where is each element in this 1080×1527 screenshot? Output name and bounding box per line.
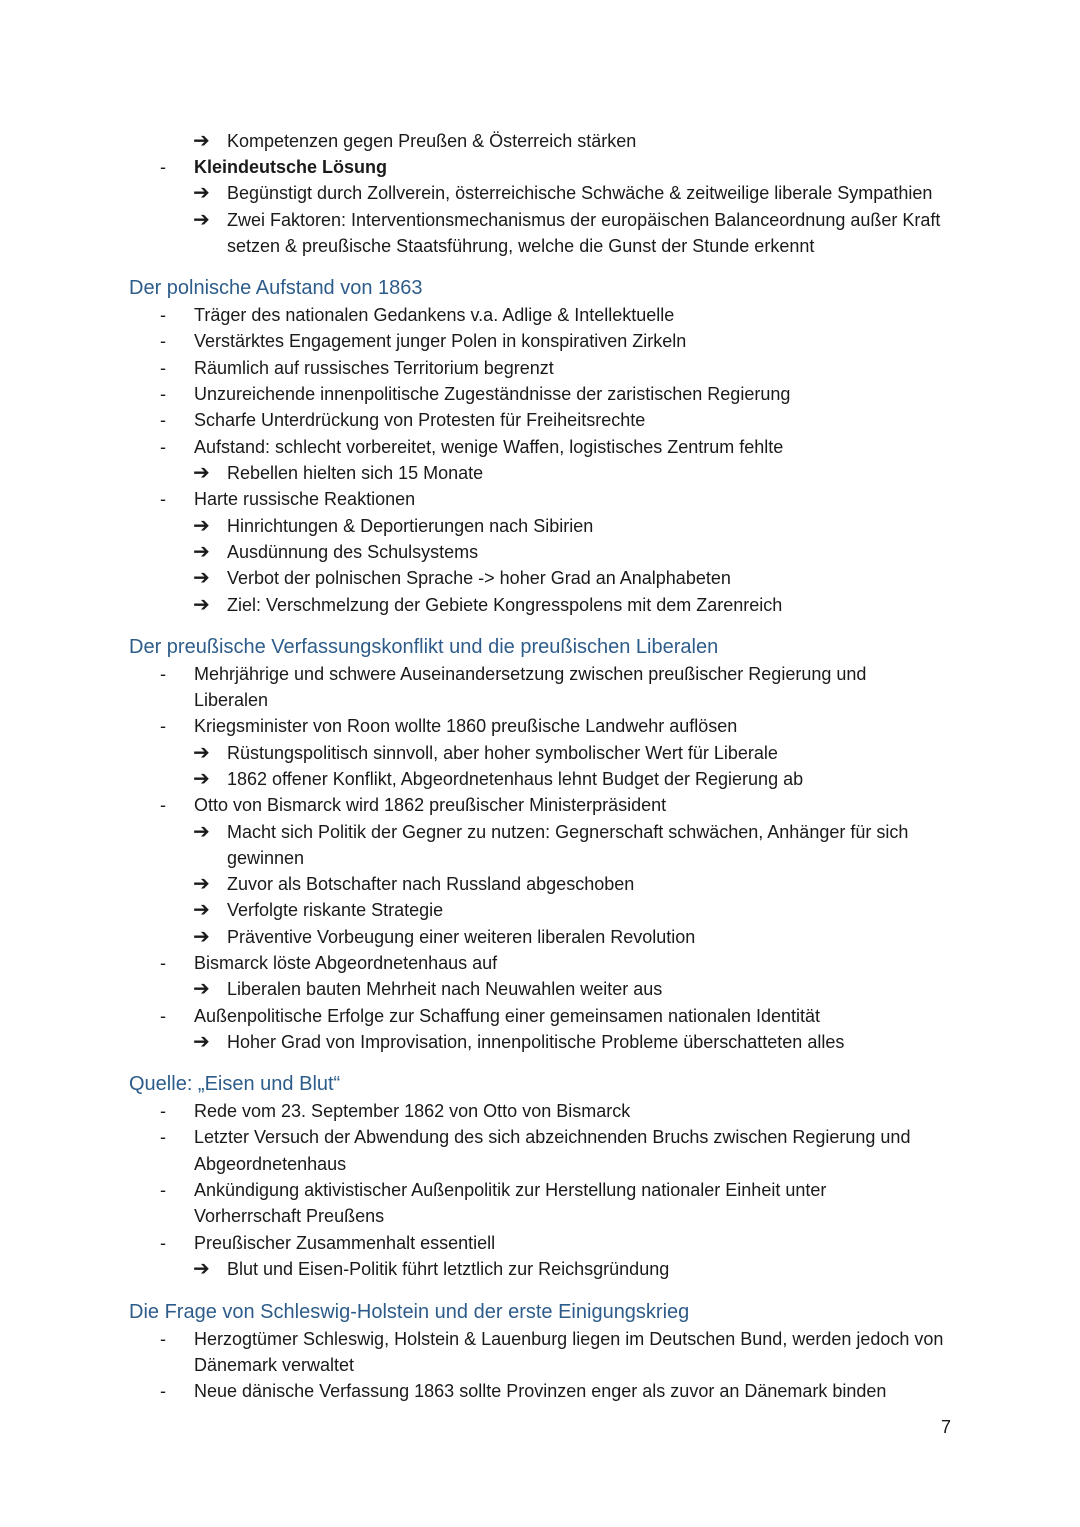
bullet-dash: - bbox=[160, 1006, 166, 1026]
bullet-dash: - bbox=[160, 384, 166, 404]
section-heading: Der polnische Aufstand von 1863 bbox=[129, 277, 423, 299]
bullet-dash: - bbox=[160, 437, 166, 457]
arrow-icon: ➔ bbox=[193, 873, 210, 895]
list-item: Träger des nationalen Gedankens v.a. Adlige & Intellektuelle bbox=[194, 305, 675, 325]
list-item: Rebellen hielten sich 15 Monate bbox=[227, 463, 484, 483]
list-item-continuation: gewinnen bbox=[227, 848, 305, 868]
list-item: Neue dänische Verfassung 1863 sollte Provinzen enger als zuvor an Dänemark binden bbox=[194, 1381, 887, 1401]
bullet-dash: - bbox=[160, 331, 166, 351]
arrow-icon: ➔ bbox=[193, 742, 210, 764]
list-item: Liberalen bauten Mehrheit nach Neuwahlen weiter aus bbox=[227, 979, 663, 999]
arrow-icon: ➔ bbox=[193, 130, 210, 152]
section-heading: Quelle: „Eisen und Blut“ bbox=[129, 1073, 341, 1095]
list-item: Macht sich Politik der Gegner zu nutzen: Gegnerschaft schwächen, Anhänger für sich bbox=[227, 822, 909, 842]
arrow-icon: ➔ bbox=[193, 515, 210, 537]
list-item: Ankündigung aktivistischer Außenpolitik zur Herstellung nationaler Einheit unter bbox=[194, 1180, 827, 1200]
list-item-bold: Kleindeutsche Lösung bbox=[194, 157, 388, 177]
arrow-icon: ➔ bbox=[193, 182, 210, 204]
list-item: Scharfe Unterdrückung von Protesten für Freiheitsrechte bbox=[194, 410, 646, 430]
list-item: Zwei Faktoren: Interventionsmechanismus der europäischen Balanceordnung außer Kraft bbox=[227, 210, 941, 230]
bullet-dash: - bbox=[160, 1233, 166, 1253]
bullet-dash: - bbox=[160, 1101, 166, 1121]
bullet-dash: - bbox=[160, 664, 166, 684]
bullet-dash: - bbox=[160, 716, 166, 736]
bullet-dash: - bbox=[160, 410, 166, 430]
arrow-icon: ➔ bbox=[193, 567, 210, 589]
arrow-icon: ➔ bbox=[193, 821, 210, 843]
list-item: Letzter Versuch der Abwendung des sich abzeichnenden Bruchs zwischen Regierung und bbox=[194, 1127, 911, 1147]
list-item: Aufstand: schlecht vorbereitet, wenige Waffen, logistisches Zentrum fehlte bbox=[194, 437, 784, 457]
list-item: Preußischer Zusammenhalt essentiell bbox=[194, 1233, 496, 1253]
bullet-dash: - bbox=[160, 358, 166, 378]
page-number: 7 bbox=[941, 1417, 952, 1437]
section-heading: Die Frage von Schleswig-Holstein und der erste Einigungskrieg bbox=[129, 1301, 690, 1323]
list-item: Harte russische Reaktionen bbox=[194, 489, 416, 509]
list-item: Präventive Vorbeugung einer weiteren liberalen Revolution bbox=[227, 927, 696, 947]
list-item-continuation: Dänemark verwaltet bbox=[194, 1355, 355, 1375]
list-item: Kompetenzen gegen Preußen & Österreich stärken bbox=[227, 131, 637, 151]
bullet-dash: - bbox=[160, 489, 166, 509]
bullet-dash: - bbox=[160, 953, 166, 973]
list-item-continuation: Liberalen bbox=[194, 690, 269, 710]
list-item-continuation: Abgeordnetenhaus bbox=[194, 1154, 347, 1174]
list-item: Herzogtümer Schleswig, Holstein & Lauenburg liegen im Deutschen Bund, werden jedoch von bbox=[194, 1329, 944, 1349]
arrow-icon: ➔ bbox=[193, 768, 210, 790]
list-item: Außenpolitische Erfolge zur Schaffung einer gemeinsamen nationalen Identität bbox=[194, 1006, 821, 1026]
list-item: Hinrichtungen & Deportierungen nach Sibirien bbox=[227, 516, 594, 536]
bullet-dash: - bbox=[160, 1180, 166, 1200]
section-heading: Der preußische Verfassungskonflikt und die preußischen Liberalen bbox=[129, 636, 719, 658]
list-item: Zuvor als Botschafter nach Russland abgeschoben bbox=[227, 874, 635, 894]
list-item: Kriegsminister von Roon wollte 1860 preußische Landwehr auflösen bbox=[194, 716, 738, 736]
list-item: Rüstungspolitisch sinnvoll, aber hoher symbolischer Wert für Liberale bbox=[227, 743, 778, 763]
list-item-continuation: setzen & preußische Staatsführung, welche die Gunst der Stunde erkennt bbox=[227, 236, 815, 256]
bullet-dash: - bbox=[160, 157, 166, 177]
bullet-dash: - bbox=[160, 305, 166, 325]
list-item: Ausdünnung des Schulsystems bbox=[227, 542, 479, 562]
bullet-dash: - bbox=[160, 1329, 166, 1349]
bullet-dash: - bbox=[160, 795, 166, 815]
arrow-icon: ➔ bbox=[193, 978, 210, 1000]
list-item: Verstärktes Engagement junger Polen in konspirativen Zirkeln bbox=[194, 331, 687, 351]
arrow-icon: ➔ bbox=[193, 209, 210, 231]
list-item: Hoher Grad von Improvisation, innenpolitische Probleme überschatteten alles bbox=[227, 1032, 845, 1052]
arrow-icon: ➔ bbox=[193, 926, 210, 948]
list-item-continuation: Vorherrschaft Preußens bbox=[194, 1206, 385, 1226]
list-item: Begünstigt durch Zollverein, österreichische Schwäche & zeitweilige liberale Sympathien bbox=[227, 183, 933, 203]
list-item: Blut und Eisen-Politik führt letztlich zur Reichsgründung bbox=[227, 1259, 670, 1279]
list-item: Unzureichende innenpolitische Zugeständnisse der zaristischen Regierung bbox=[194, 384, 791, 404]
arrow-icon: ➔ bbox=[193, 1258, 210, 1280]
arrow-icon: ➔ bbox=[193, 899, 210, 921]
list-item: Mehrjährige und schwere Auseinandersetzung zwischen preußischer Regierung und bbox=[194, 664, 867, 684]
list-item: Rede vom 23. September 1862 von Otto von Bismarck bbox=[194, 1101, 631, 1121]
arrow-icon: ➔ bbox=[193, 541, 210, 563]
arrow-icon: ➔ bbox=[193, 594, 210, 616]
bullet-dash: - bbox=[160, 1381, 166, 1401]
list-item: Bismarck löste Abgeordnetenhaus auf bbox=[194, 953, 498, 973]
list-item: Räumlich auf russisches Territorium begrenzt bbox=[194, 358, 554, 378]
arrow-icon: ➔ bbox=[193, 462, 210, 484]
list-item: 1862 offener Konflikt, Abgeordnetenhaus lehnt Budget der Regierung ab bbox=[227, 769, 804, 789]
list-item: Verfolgte riskante Strategie bbox=[227, 900, 444, 920]
list-item: Otto von Bismarck wird 1862 preußischer Ministerpräsident bbox=[194, 795, 667, 815]
list-item: Verbot der polnischen Sprache -> hoher Grad an Analphabeten bbox=[227, 568, 731, 588]
list-item: Ziel: Verschmelzung der Gebiete Kongresspolens mit dem Zarenreich bbox=[227, 595, 783, 615]
arrow-icon: ➔ bbox=[193, 1031, 210, 1053]
bullet-dash: - bbox=[160, 1127, 166, 1147]
